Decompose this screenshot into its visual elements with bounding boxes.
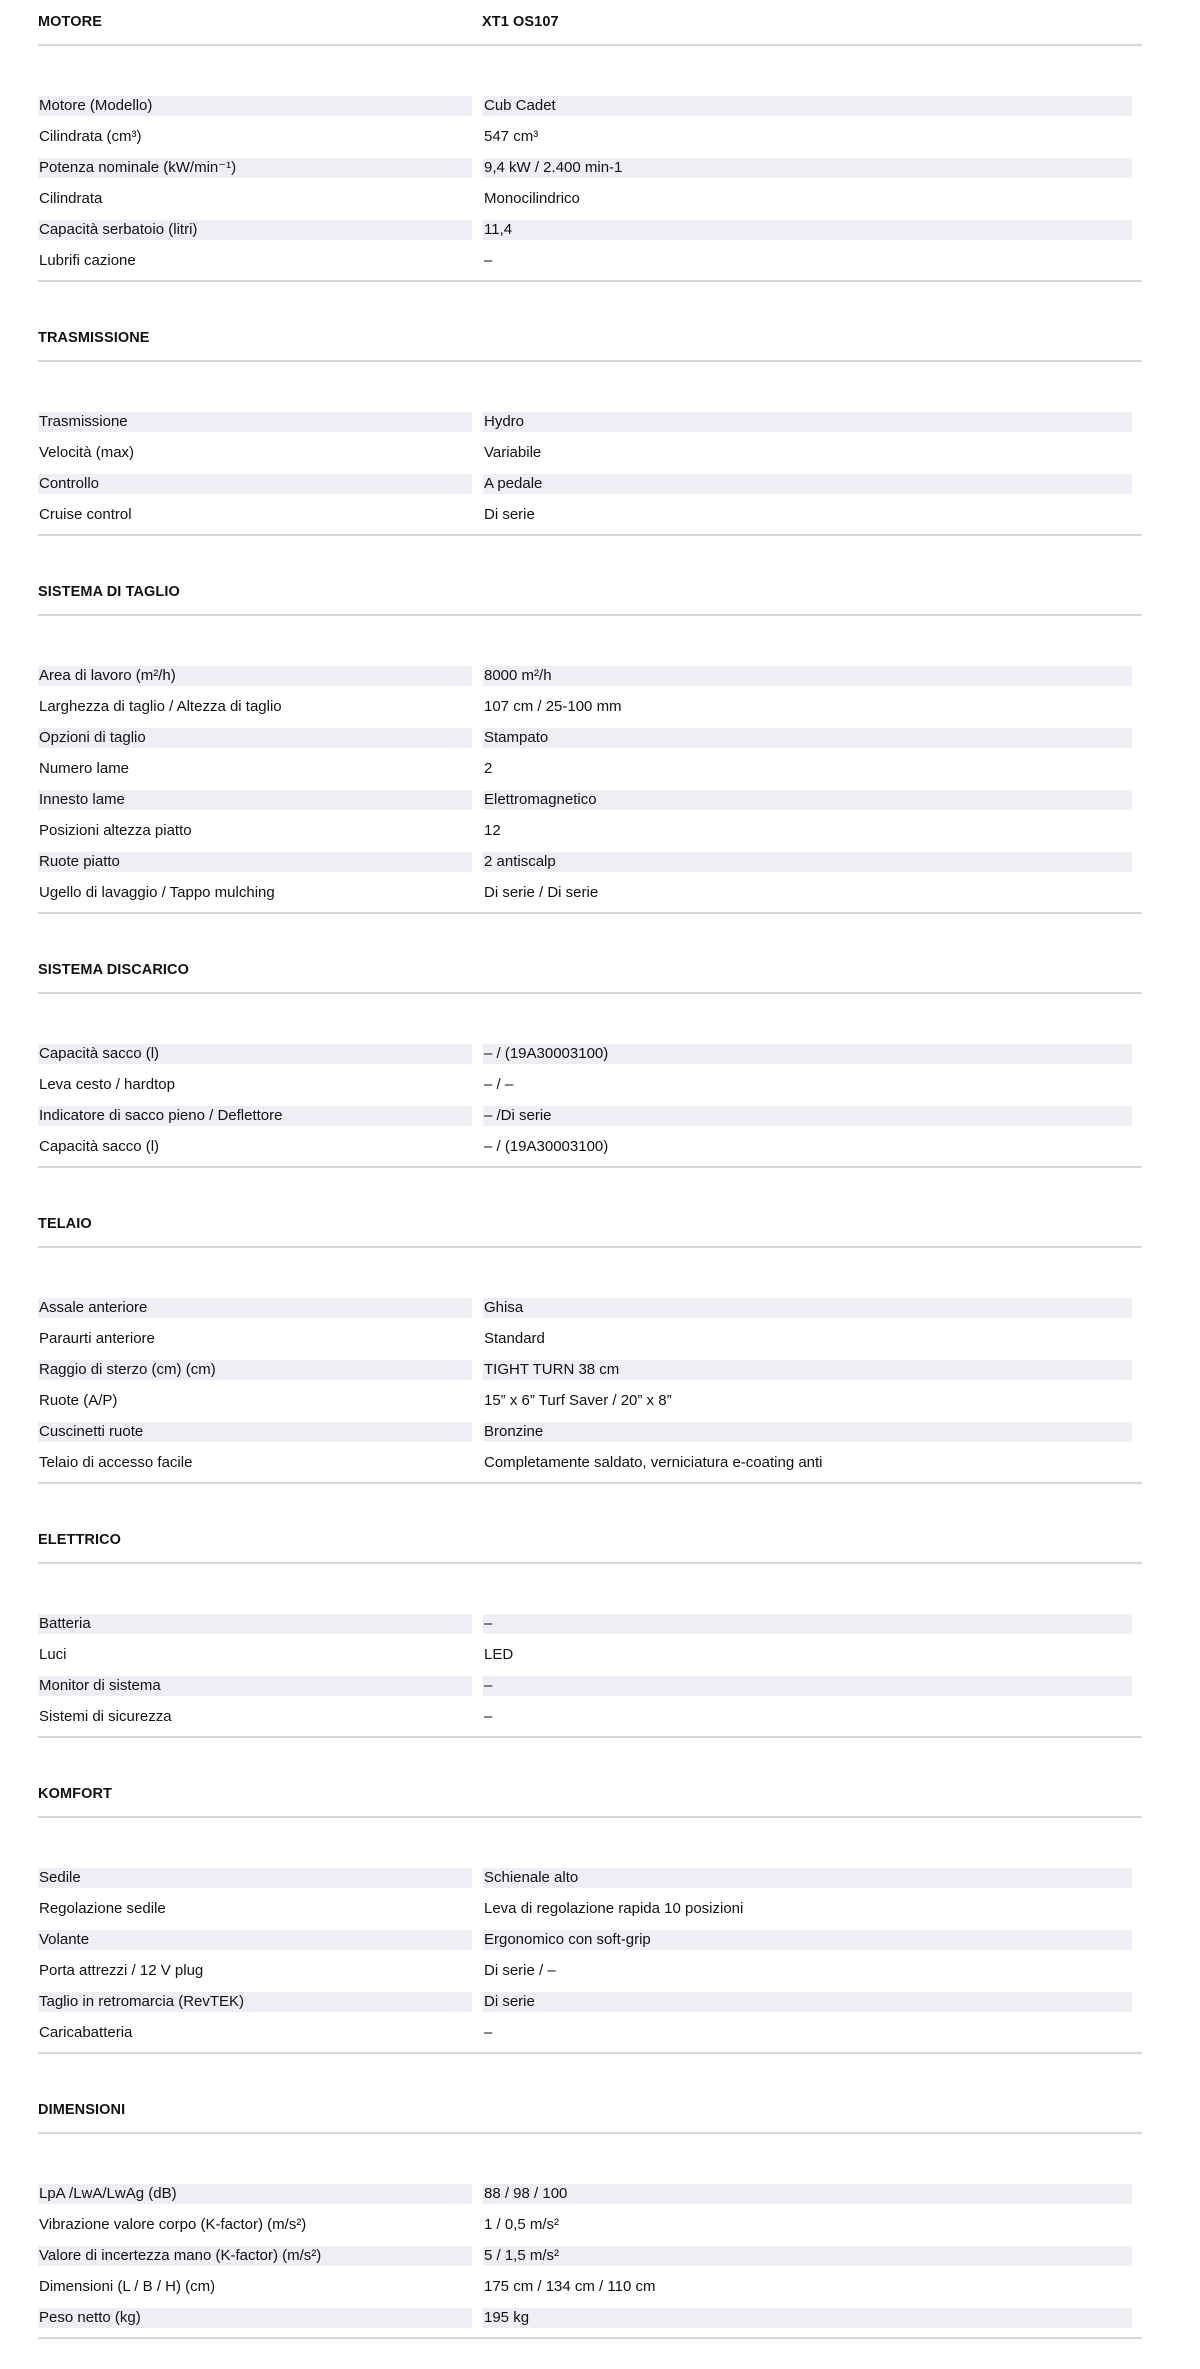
spec-row — [38, 90, 1142, 121]
spec-label: Taglio in retromarcia (RevTEK) — [38, 1992, 472, 2012]
spec-row — [38, 437, 1142, 468]
spec-section-sistema-di-taglio — [38, 536, 1142, 914]
spec-label: Ruote piatto — [38, 852, 472, 872]
spec-row — [38, 846, 1142, 877]
spec-row — [38, 183, 1142, 214]
spec-row — [38, 2178, 1142, 2209]
section-gap — [38, 2054, 1142, 2088]
spec-row — [38, 468, 1142, 499]
section-header — [38, 2088, 1142, 2134]
spec-value: TIGHT TURN 38 cm — [483, 1360, 1132, 1380]
spec-value: Cub Cadet — [483, 96, 1132, 116]
spec-label: Ruote (A/P) — [39, 1391, 118, 1409]
spec-row — [38, 753, 1142, 784]
spec-row — [38, 691, 1142, 722]
spec-label: Cruise control — [39, 505, 132, 523]
spec-rows — [38, 1564, 1142, 1738]
section-title: TELAIO — [38, 1216, 92, 1232]
spec-label: Cilindrata (cm³) — [39, 127, 142, 145]
spec-row — [38, 406, 1142, 437]
spec-section-elettrico — [38, 1484, 1142, 1738]
spec-value: – / (19A30003100) — [484, 1137, 609, 1155]
spec-label: Opzioni di taglio — [38, 728, 472, 748]
spec-value: Bronzine — [483, 1422, 1132, 1442]
section-gap — [38, 536, 1142, 570]
spec-document — [38, 0, 1142, 2339]
spec-value: 88 / 98 / 100 — [483, 2184, 1132, 2204]
spec-row — [38, 1986, 1142, 2017]
spec-section-sistema-discarico — [38, 914, 1142, 1168]
spec-row — [38, 722, 1142, 753]
section-title: SISTEMA DISCARICO — [38, 962, 190, 978]
section-model: XT1 OS107 — [482, 14, 559, 30]
spec-value: 1 / 0,5 m/s² — [484, 2215, 560, 2233]
spec-value: Monocilindrico — [484, 189, 580, 207]
spec-row — [38, 1924, 1142, 1955]
spec-value: 2 — [484, 759, 493, 777]
spec-row — [38, 877, 1142, 908]
spec-label: Cuscinetti ruote — [38, 1422, 472, 1442]
section-gap — [38, 1738, 1142, 1772]
spec-label: Innesto lame — [38, 790, 472, 810]
spec-rows — [38, 616, 1142, 914]
spec-label: Batteria — [38, 1614, 472, 1634]
spec-row — [38, 1955, 1142, 1986]
spec-row — [38, 1608, 1142, 1639]
spec-row — [38, 2302, 1142, 2333]
spec-value: – / – — [484, 1075, 514, 1093]
spec-label: Capacità sacco (l) — [38, 1044, 472, 1064]
spec-value: 15” x 6” Turf Saver / 20” x 8” — [484, 1391, 672, 1409]
spec-row — [38, 1069, 1142, 1100]
spec-label: Capacità sacco (l) — [39, 1137, 160, 1155]
spec-row — [38, 1447, 1142, 1478]
spec-rows — [38, 1248, 1142, 1484]
spec-value: – — [483, 1676, 1132, 1696]
spec-label: Raggio di sterzo (cm) (cm) — [38, 1360, 472, 1380]
section-title: MOTORE — [38, 14, 102, 30]
spec-label: Porta attrezzi / 12 V plug — [39, 1961, 204, 1979]
spec-value: 12 — [484, 821, 501, 839]
spec-label: Luci — [39, 1645, 67, 1663]
section-title: DIMENSIONI — [38, 2102, 126, 2118]
spec-rows — [38, 46, 1142, 282]
spec-row — [38, 499, 1142, 530]
spec-row — [38, 1100, 1142, 1131]
spec-rows — [38, 362, 1142, 536]
spec-value: 547 cm³ — [484, 127, 539, 145]
spec-rows — [38, 994, 1142, 1168]
spec-label: Sedile — [38, 1868, 472, 1888]
spec-row — [38, 214, 1142, 245]
spec-row — [38, 2209, 1142, 2240]
spec-row — [38, 660, 1142, 691]
spec-label: Cilindrata — [39, 189, 103, 207]
spec-label: Trasmissione — [38, 412, 472, 432]
spec-label: Ugello di lavaggio / Tappo mulching — [39, 883, 275, 901]
spec-label: Paraurti anteriore — [39, 1329, 155, 1347]
spec-label: Leva cesto / hardtop — [39, 1075, 175, 1093]
spec-value: 9,4 kW / 2.400 min-1 — [483, 158, 1132, 178]
spec-value: 5 / 1,5 m/s² — [483, 2246, 1132, 2266]
spec-value: – — [484, 2023, 493, 2041]
spec-label: Telaio di accesso facile — [39, 1453, 193, 1471]
spec-row — [38, 1131, 1142, 1162]
spec-row — [38, 1323, 1142, 1354]
section-title: ELETTRICO — [38, 1532, 122, 1548]
section-header — [38, 1202, 1142, 1248]
section-header — [38, 1518, 1142, 1564]
spec-value: Di serie / – — [484, 1961, 556, 1979]
spec-value: 8000 m²/h — [483, 666, 1132, 686]
spec-rows — [38, 2134, 1142, 2339]
spec-section-telaio — [38, 1168, 1142, 1484]
section-gap — [38, 282, 1142, 316]
section-header — [38, 316, 1142, 362]
spec-row — [38, 815, 1142, 846]
spec-value: Ghisa — [483, 1298, 1132, 1318]
spec-label: Dimensioni (L / B / H) (cm) — [39, 2277, 216, 2295]
spec-value: Standard — [484, 1329, 545, 1347]
section-header — [38, 570, 1142, 616]
spec-row — [38, 2240, 1142, 2271]
spec-row — [38, 245, 1142, 276]
section-title: SISTEMA DI TAGLIO — [38, 584, 180, 600]
spec-rows — [38, 1818, 1142, 2054]
spec-value: LED — [484, 1645, 514, 1663]
spec-label: Valore di incertezza mano (K-factor) (m/s²) — [38, 2246, 472, 2266]
spec-value: – / (19A30003100) — [483, 1044, 1132, 1064]
spec-value: – /Di serie — [483, 1106, 1132, 1126]
spec-row — [38, 1862, 1142, 1893]
spec-value: Elettromagnetico — [483, 790, 1132, 810]
spec-label: Motore (Modello) — [38, 96, 472, 116]
spec-label: Larghezza di taglio / Altezza di taglio — [39, 697, 282, 715]
spec-label: Peso netto (kg) — [38, 2308, 472, 2328]
spec-value: Schienale alto — [483, 1868, 1132, 1888]
spec-label: Sistemi di sicurezza — [39, 1707, 172, 1725]
spec-row — [38, 2017, 1142, 2048]
spec-label: Vibrazione valore corpo (K-factor) (m/s²) — [39, 2215, 307, 2233]
section-title: TRASMISSIONE — [38, 330, 150, 346]
spec-label: Area di lavoro (m²/h) — [38, 666, 472, 686]
spec-label: Indicatore di sacco pieno / Deflettore — [38, 1106, 472, 1126]
spec-value: – — [483, 1614, 1132, 1634]
spec-label: Potenza nominale (kW/min⁻¹) — [38, 158, 472, 178]
section-header — [38, 948, 1142, 994]
spec-row — [38, 2271, 1142, 2302]
spec-section-komfort — [38, 1738, 1142, 2054]
section-gap — [38, 1484, 1142, 1518]
spec-row — [38, 1385, 1142, 1416]
spec-row — [38, 152, 1142, 183]
spec-row — [38, 1354, 1142, 1385]
spec-row — [38, 1639, 1142, 1670]
spec-value: 2 antiscalp — [483, 852, 1132, 872]
spec-value: Di serie — [483, 1992, 1132, 2012]
spec-value: Hydro — [483, 412, 1132, 432]
spec-value: Di serie / Di serie — [484, 883, 599, 901]
spec-value: 11,4 — [483, 220, 1132, 240]
spec-label: Monitor di sistema — [38, 1676, 472, 1696]
spec-value: 175 cm / 134 cm / 110 cm — [484, 2277, 656, 2295]
spec-label: LpA /LwA/LwAg (dB) — [38, 2184, 472, 2204]
section-title: KOMFORT — [38, 1786, 112, 1802]
spec-label: Caricabatteria — [39, 2023, 133, 2041]
spec-label: Numero lame — [39, 759, 130, 777]
spec-row — [38, 121, 1142, 152]
spec-label: Controllo — [38, 474, 472, 494]
spec-section-trasmissione — [38, 282, 1142, 536]
section-header — [38, 1772, 1142, 1818]
spec-label: Lubrifi cazione — [39, 251, 136, 269]
spec-value: – — [484, 1707, 493, 1725]
spec-value: 107 cm / 25-100 mm — [484, 697, 622, 715]
spec-value: Variabile — [484, 443, 542, 461]
spec-row — [38, 1038, 1142, 1069]
spec-label: Capacità serbatoio (litri) — [38, 220, 472, 240]
spec-value: 195 kg — [483, 2308, 1132, 2328]
spec-row — [38, 1292, 1142, 1323]
spec-label: Assale anteriore — [38, 1298, 472, 1318]
spec-section-motore — [38, 0, 1142, 282]
spec-value: Ergonomico con soft-grip — [483, 1930, 1132, 1950]
spec-row — [38, 1670, 1142, 1701]
spec-row — [38, 1701, 1142, 1732]
spec-row — [38, 1416, 1142, 1447]
spec-label: Velocità (max) — [39, 443, 135, 461]
spec-section-dimensioni — [38, 2054, 1142, 2339]
spec-value: Completamente saldato, verniciatura e-coating anti — [484, 1453, 823, 1471]
spec-label: Regolazione sedile — [39, 1899, 166, 1917]
section-gap — [38, 914, 1142, 948]
section-gap — [38, 1168, 1142, 1202]
spec-label: Posizioni altezza piatto — [39, 821, 192, 839]
section-header — [38, 0, 1142, 46]
spec-row — [38, 1893, 1142, 1924]
spec-row — [38, 784, 1142, 815]
spec-label: Volante — [38, 1930, 472, 1950]
spec-value: – — [484, 251, 493, 269]
spec-value: Di serie — [484, 505, 535, 523]
spec-value: Leva di regolazione rapida 10 posizioni — [484, 1899, 744, 1917]
spec-value: A pedale — [483, 474, 1132, 494]
spec-value: Stampato — [483, 728, 1132, 748]
